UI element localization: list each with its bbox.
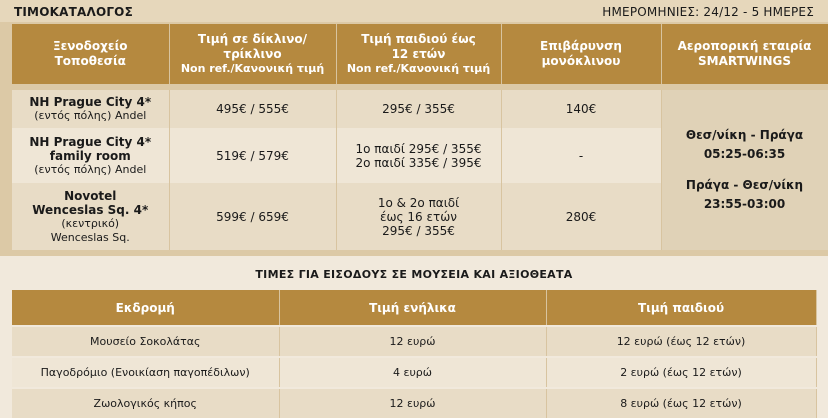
page-title: ΤΙΜΟΚΑΤΑΛΟΓΟΣ: [14, 5, 133, 19]
col-hotel-header: Ξενοδοχείο Τοποθεσία: [12, 24, 169, 84]
flight-info: Θεσ/νίκη - Πράγα 05:25-06:35 Πράγα - Θεσ/νίκη 23:55-03:00: [661, 90, 828, 250]
single-supplement: 140€: [501, 90, 661, 128]
table-row: [12, 388, 816, 418]
single-supplement: 280€: [501, 183, 661, 250]
child-price: 2 ευρώ (έως 12 ετών): [546, 357, 816, 388]
double-price: 519€ / 579€: [169, 128, 336, 183]
excursion-name: Μουσείο Σοκολάτας: [12, 326, 279, 357]
excursion-name: Ζωολογικός κήπος: [12, 388, 279, 418]
adult-price: 12 ευρώ: [279, 326, 546, 357]
single-supplement: -: [501, 128, 661, 183]
col-excursion-header: Εκδρομή: [12, 290, 279, 326]
child-price: 8 ευρώ (έως 12 ετών): [546, 388, 816, 418]
double-price: 495€ / 555€: [169, 90, 336, 128]
hotel-cell: NH Prague City 4* (εντός πόλης) Andel: [12, 90, 169, 128]
adult-price: 4 ευρώ: [279, 357, 546, 388]
table-row: [12, 326, 816, 357]
double-price: 599€ / 659€: [169, 183, 336, 250]
col-single-header: Επιβάρυνση μονόκλινου: [501, 24, 661, 84]
col-adult-header: Τιμή ενήλικα: [279, 290, 546, 326]
adult-price: 12 ευρώ: [279, 388, 546, 418]
child-price: 295€ / 355€: [336, 90, 501, 128]
price-table: [12, 24, 828, 250]
dates-label: ΗΜΕΡΟΜΗΝΙΕΣ: 24/12 - 5 ΗΜΕΡΕΣ: [602, 5, 814, 19]
child-price: 12 ευρώ (έως 12 ετών): [546, 326, 816, 357]
child-price: 1ο παιδί 295€ / 355€ 2ο παιδί 335€ / 395€: [336, 128, 501, 183]
col-child-header: Τιμή παιδιού: [546, 290, 816, 326]
table-row: [12, 90, 828, 128]
col-child-header: Τιμή παιδιού έως 12 ετών Non ref./Κανονική τιμή: [336, 24, 501, 84]
table-row: [12, 357, 816, 388]
hotel-cell: Novotel Wenceslas Sq. 4* (κεντρικό) Wenceslas Sq.: [12, 183, 169, 250]
child-price: 1ο & 2ο παιδί έως 16 ετών 295€ / 355€: [336, 183, 501, 250]
col-double-header: Τιμή σε δίκλινο/ τρίκλινο Non ref./Κανονική τιμή: [169, 24, 336, 84]
hotel-cell: NH Prague City 4* family room (εντός πόλης) Andel: [12, 128, 169, 183]
museum-title: ΤΙΜΕΣ ΓΙΑ ΕΙΣΟΔΟΥΣ ΣΕ ΜΟΥΣΕΙΑ ΚΑΙ ΑΞΙΟΘΕΑΤΑ: [255, 268, 573, 281]
museum-table: [12, 290, 817, 418]
excursion-name: Παγοδρόμιο (Ενοικίαση παγοπέδιλων): [12, 357, 279, 388]
col-airline-header: Αεροπορική εταιρία SMARTWINGS: [661, 24, 828, 84]
